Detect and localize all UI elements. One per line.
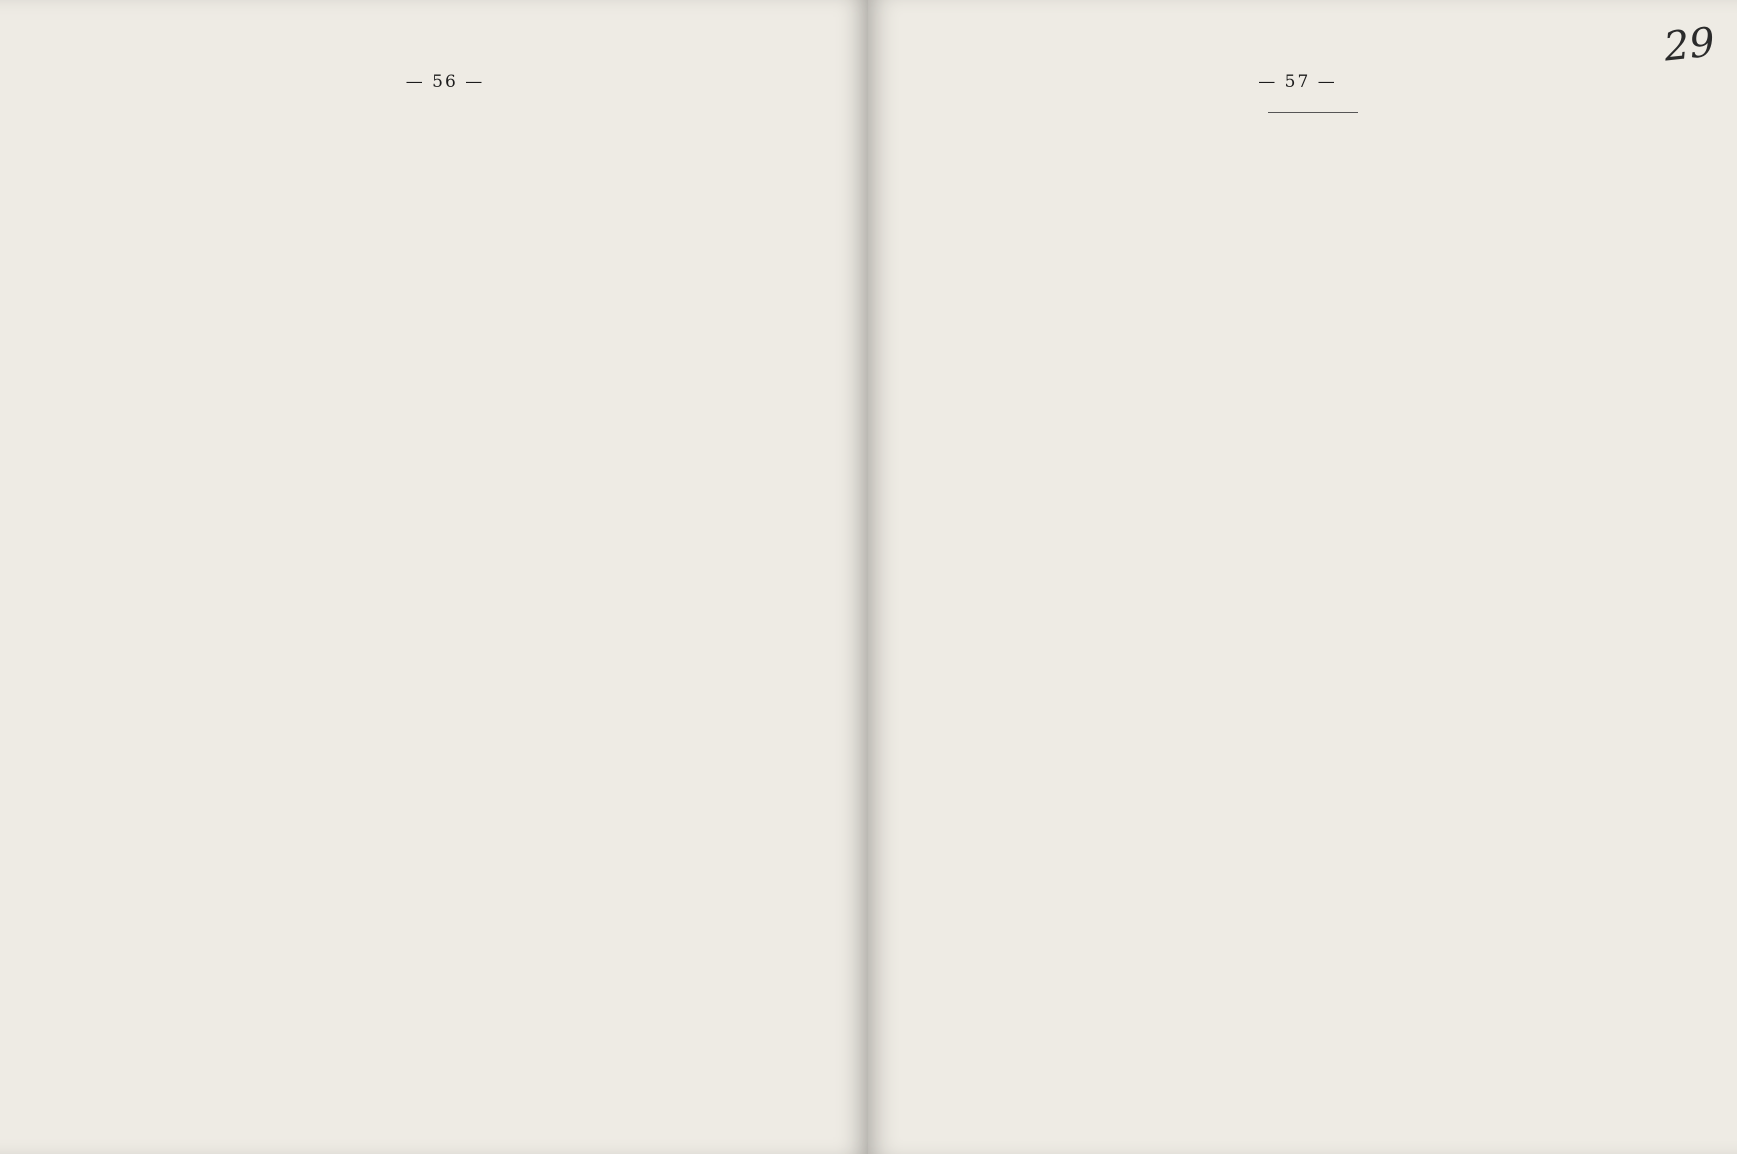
left-page-number: — 56 — [405, 72, 485, 92]
section-divider [1268, 112, 1358, 113]
right-page [868, 0, 1737, 1154]
left-page [0, 0, 868, 1154]
handwritten-folio-mark: 29 [1661, 19, 1718, 71]
right-page-number: — 57 — [1258, 72, 1337, 92]
